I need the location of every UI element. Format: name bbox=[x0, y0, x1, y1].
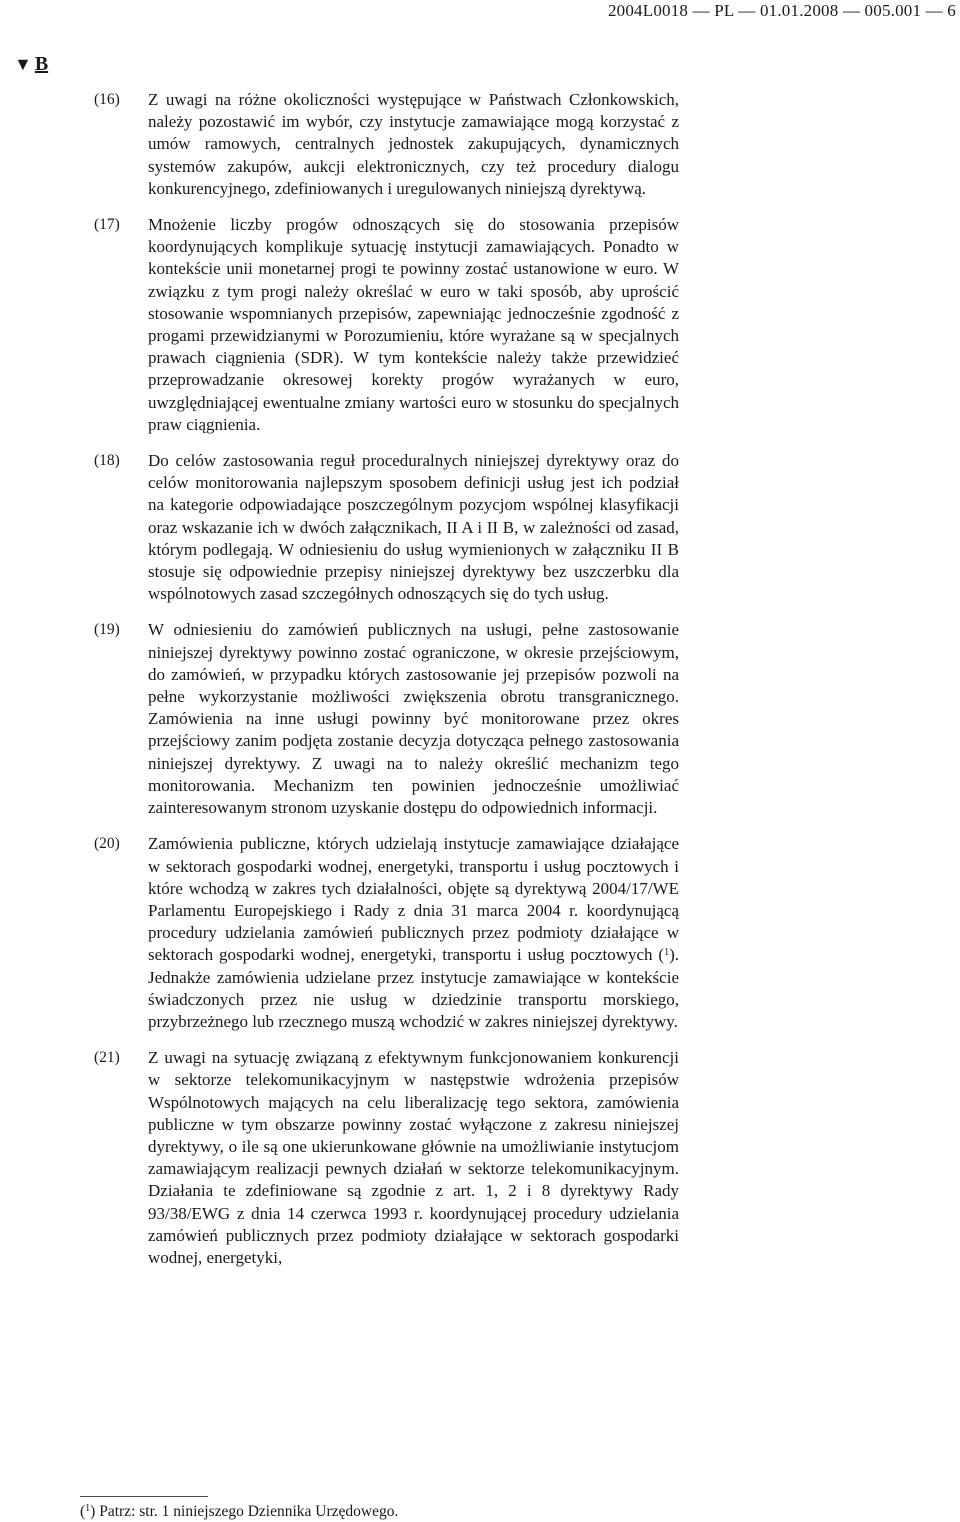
recital-number: (19) bbox=[94, 621, 120, 639]
footnote-number: 1 bbox=[85, 1503, 91, 1514]
recital-text bbox=[148, 833, 679, 1033]
recital-16 bbox=[0, 89, 960, 200]
recital-number: (18) bbox=[94, 452, 120, 470]
recitals-list bbox=[0, 89, 960, 1283]
recital-text: Do celów zastosowania reguł proceduralnych niniejszej dyrektywy oraz do celów monitorowania najlepszym sposobem definicji usług jest ich podział na kategorie odpowiadające poszczególnym pozycjom wspólnej klasyfikacji oraz wskazanie ich w dwóch załącznikach, II A i II B, w zależności od zasad, którym podlegają. W odniesieniu do usług wymienionych w załączniku II B stosuje się odpowiednie przepisy niniejszej dyrektywy bez uszczerbku dla wspólnotowych zasad szczegółnych odnoszących się do tych usług. bbox=[148, 451, 679, 604]
footnote-reference: 1 bbox=[664, 947, 670, 959]
version-marker bbox=[14, 52, 48, 76]
footnote-text: Patrz: str. 1 niniejszego Dziennika Urzędowego. bbox=[95, 1503, 399, 1520]
footnote-divider bbox=[80, 1496, 208, 1497]
recital-number: (20) bbox=[94, 835, 120, 853]
recital-text: Z uwagi na sytuację związaną z efektywnym funkcjonowaniem konkurencji w sektorze telekomunikacyjnym w następstwie wdrożenia przepisów Wspólnotowych mających na celu liberalizację tego sektora, zamówienia publiczne w tym obszarze powinny zostać wyłączone z zakresu niniejszej dyrektywy, o ile są one ukierunkowane głównie na umożliwianie instytucjom zamawiającym realizacji pewnych działań w sektorze telekomunikacyjnym. Działania te zdefiniowane są zgodnie z art. 1, 2 i 8 dyrektywy Rady 93/38/EWG z dnia 14 czerwca 1993 r. koordynującej procedury udzielania zamówień publicznych przez podmioty działające w sektorach gospodarki wodnej, energetyki, bbox=[148, 1048, 679, 1267]
document-reference-header: 2004L0018 — PL — 01.01.2008 — 005.001 — 6 bbox=[607, 1, 956, 20]
recital-number: (21) bbox=[94, 1049, 120, 1067]
recital-19 bbox=[0, 619, 960, 819]
recital-text-part: ). Jednakże zamówienia udzielane przez instytucje zamawiające w kontekście świadczonych przez nie usług w dziedzinie transportu morskiego, przybrzeżnego lub rzecznego muszą wchodzić w zakres niniejszej dyrektywy. bbox=[148, 945, 679, 1031]
recital-text-part: Zamówienia publiczne, których udzielają instytucje zamawiające działające w sektorach gospodarki wodnej, energetyki, transportu i usług pocztowych i które wchodzą w zakres tych działalności, objęte są dyrektywą 2004/17/WE Parlamentu Europejskiego i Rady z dnia 31 marca 2004 r. koordynującą procedury udzielania zamówień publicznych przez podmioty działające w sektorach gospodarki wodnej, energetyki, transportu i usług pocztowych ( bbox=[148, 834, 679, 965]
triangle-down-icon: ▼ bbox=[14, 54, 32, 74]
recital-number: (16) bbox=[94, 91, 120, 108]
footnote-close-paren: ) bbox=[90, 1503, 96, 1520]
recital-20 bbox=[0, 833, 960, 1033]
footnote-open-paren: ( bbox=[80, 1503, 86, 1520]
recital-text: Z uwagi na różne okoliczności występujące w Państwach Członkowskich, należy pozostawić im wybór, czy instytucje zamawiające mogą korzystać z umów ramowych, centralnych jednostek zakupujących, dynamicznych systemów zakupów, aukcji elektronicznych, czy też procedury dialogu konkurencyjnego, zdefiniowanych i uregulowanych niniejszą dyrektywą. bbox=[148, 90, 679, 198]
recital-text: Mnożenie liczby progów odnoszących się do stosowania przepisów koordynujących komplikuje sytuację instytucji zamawiających. Ponadto w kontekście unii monetarnej progi te powinny zostać ustanowione w euro. W związku z tym progi należy określać w euro w taki sposób, aby uprościć stosowanie wspomnianych przepisów, zapewniając jednocześnie zgodność z progami przewidzianymi w Porozumieniu, które wyrażane są w specjalnych prawach ciągnienia (SDR). W tym kontekście należy także przewidzieć przeprowadzanie okresowej korekty progów wyrażanych w euro, uwzględniającej ewentualne zmiany wartości euro w stosunku do specjalnych praw ciągnienia. bbox=[148, 215, 679, 434]
recital-18 bbox=[0, 450, 960, 605]
version-marker-letter: B bbox=[34, 53, 49, 75]
recital-17 bbox=[0, 214, 960, 436]
footnote bbox=[80, 1502, 398, 1522]
recital-21 bbox=[0, 1047, 960, 1269]
recital-number: (17) bbox=[94, 216, 120, 234]
recital-text: W odniesieniu do zamówień publicznych na usługi, pełne zastosowanie niniejszej dyrektywy powinno zostać ograniczone, w okresie przejściowym, do zamówień, w przypadku których zastosowanie jej przepisów pozwoli na pełne wykorzystanie możliwości zwiększenia obrotu transgranicznego. Zamówienia na inne usługi powinny być monitorowane przez okres przejściowy zanim podjęta zostanie decyzja dotycząca pełnego zastosowania niniejszej dyrektywy. Z uwagi na to należy określić mechanizm tego monitorowania. Mechanizm ten powinien jednocześnie umożliwiać zainteresowanym stronom uzyskanie dostępu do odpowiednich informacji. bbox=[148, 620, 679, 818]
